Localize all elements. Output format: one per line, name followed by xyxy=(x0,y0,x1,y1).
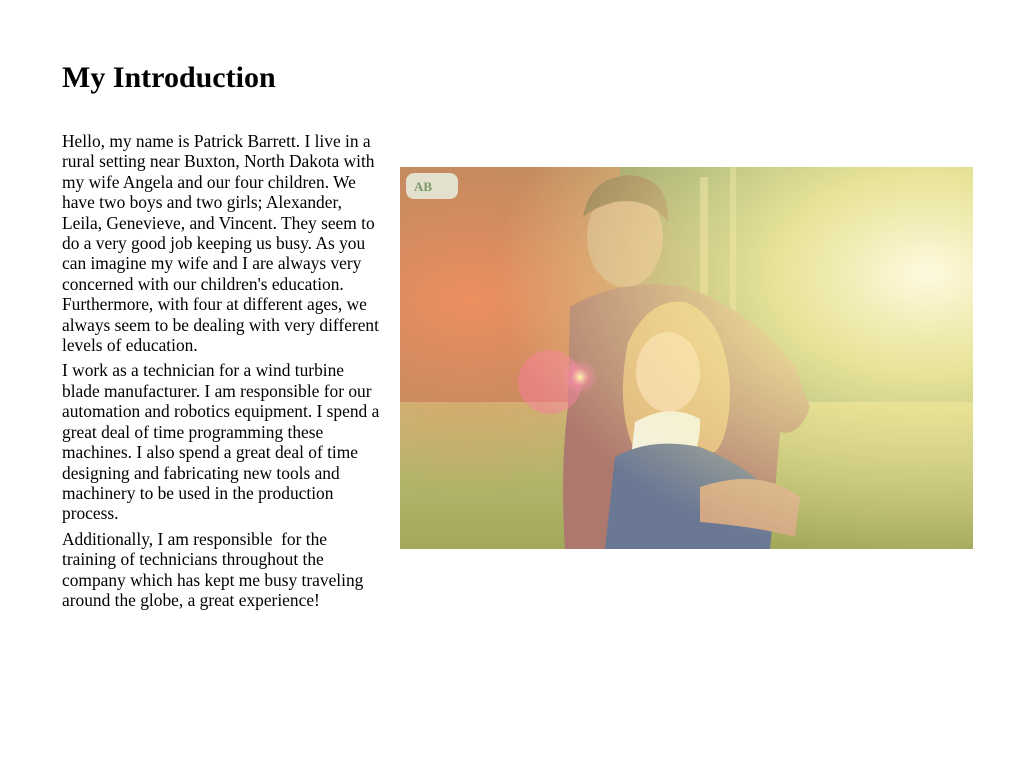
paragraph-training: Additionally, I am responsible for the training of technicians throughout the company which has kept me busy traveling around the globe, a great experience! xyxy=(62,528,368,610)
page-title: My Introduction xyxy=(62,61,276,94)
svg-text:AB: AB xyxy=(414,179,433,194)
watermark-logo xyxy=(406,173,458,199)
paragraph-family: Hello, my name is Patrick Barrett. I live in a rural setting near Buxton, North Dakota with my wife Angela and our four children. We have two boys and two girls; Alexander, Leila, Genevieve, and Vincent. They seem to do a very good job keeping us busy. As you can imagine my wife and I are always very concerned with our children's education. Furthermore, with four at different ages, we always seem to be dealing with very different levels of education. xyxy=(62,131,384,356)
family-photo xyxy=(400,167,973,549)
paragraph-work: I work as a technician for a wind turbine blade manufacturer. I am responsible for our automation and robotics equipment. I spend a great deal of time programming these machines. I also spend a great deal of time designing and fabricating new tools and machinery to be used in the production process. xyxy=(62,360,384,524)
introduction-text xyxy=(62,131,384,615)
